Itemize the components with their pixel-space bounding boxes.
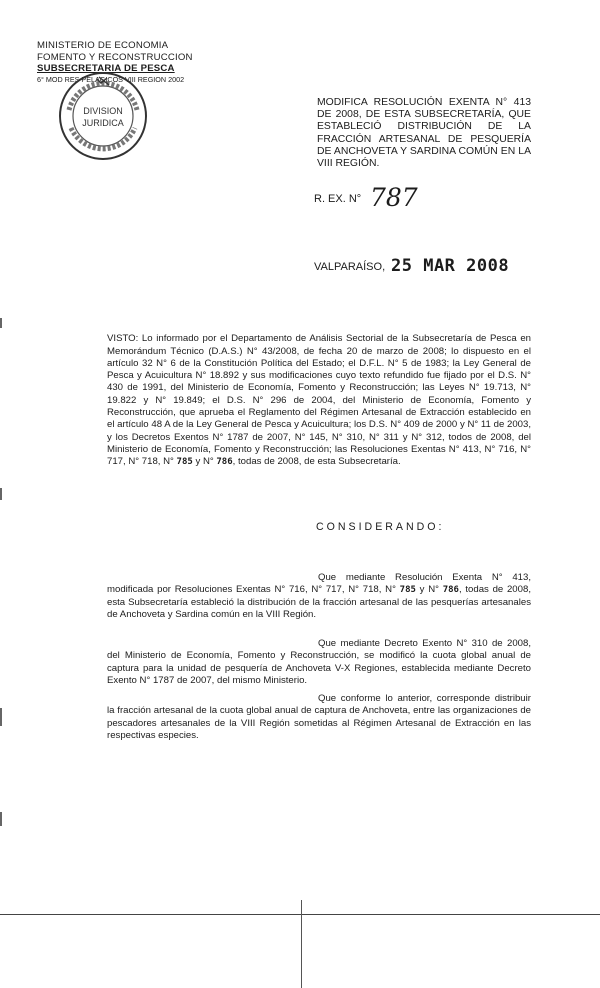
margin-mark — [0, 488, 2, 500]
visto-paragraph — [107, 321, 531, 469]
c2-text: 2008, del Ministerio de Economía, Fomento y Reconstrucción, se modificó la cuota global anual de captura para la unidad de pesquería de Anchoveta V-X Regiones, establecida mediante Decreto Exento N° 1787 de 2007, del mismo Ministerio. — [107, 638, 531, 686]
c1-handwritten-number-2: 786 — [442, 585, 459, 596]
c1-text-a: modificada por Resoluciones Exentas N° 716, N° 717, N° 718, N° — [107, 584, 396, 596]
considerando-1 — [107, 572, 531, 621]
page-fold-vertical — [301, 900, 302, 988]
c3-lead: Que conforme lo anterior, corresponde — [318, 693, 491, 704]
visto-tail: , todas de 2008, de esta Subsecretaría. — [232, 456, 401, 468]
visto-handwritten-number-2: 786 — [216, 457, 233, 468]
file-reference: 6° MOD RES PELAGICOS VIII REGION 2002 — [37, 74, 185, 84]
subsecretaria-line: SUBSECRETARIA DE PESCA — [37, 63, 175, 74]
considerando-heading: CONSIDERANDO: — [316, 521, 445, 533]
ministry-line: MINISTERIO DE ECONOMIA — [37, 40, 169, 51]
stamp-text-2: JURIDICA — [82, 118, 124, 128]
ministry-line-2: FOMENTO Y RECONSTRUCCION — [37, 51, 193, 63]
stamp-seal-icon — [57, 70, 149, 162]
c1-connector: y N° — [419, 584, 439, 596]
margin-mark — [0, 708, 2, 726]
considerando-2 — [107, 638, 531, 687]
c3-text: distribuir la fracción artesanal de la cuota global anual de captura de Anchoveta, entre las organizaciones de pescadores artesanales de la VIII Región sometidas al Régimen Artesanal de Extracción en las respectivas especies. — [107, 693, 531, 741]
visto-handwritten-number-1: 785 — [176, 457, 193, 468]
document-title: MODIFICA RESOLUCIÓN EXENTA N° 413 DE 2008, DE ESTA SUBSECRETARÍA, QUE ESTABLECIÓ DISTRIBUCIÓN DE LA FRACCIÓN ARTESANAL DE PESQUERÍA DE ANCHOVETA Y SARDINA COMÚN EN LA VIII REGIÓN. — [317, 97, 531, 170]
place-label: VALPARAÍSO, — [314, 261, 386, 273]
visto-lead: VISTO: — [107, 333, 139, 345]
considerando-3 — [107, 693, 531, 742]
visto-text: Lo informado por el Departamento de Análisis Sectorial de la Subsecretaría de Pesca en Memorándum Técnico (D.A.S.) N° 43/2008, de fecha 20 de marzo de 2008; lo dispuesto en el artículo 32 N° 6 de la Constitución Política del Estado; el D.F.L. N° 5 de 1983; la Ley General de Pesca y Acuicultura N° 18.892 y sus modificaciones cuyo texto refundido fue fijado por el D.S. N° 430 de 1991, del Ministerio de Economía, Fomento y Reconstrucción; las Leyes N° 19.713, N° 19.822 y N° 19.849; el D.S. N° 296 de 2004, del Ministerio de Economía, Fomento y Reconstrucción, que aprueba el Reglamento del Régimen Artesanal de Extracción establecido en el artículo 48 A de la Ley General de Pesca y Acuicultura; los D.S. N° 409 de 2000 y N° 11 de 2003, y los Decretos Exentos N° 1787 de 2007, N° 145, N° 310, N° 311 y N° 312, todos de 2008, del Ministerio de Economía, Fomento y Reconstrucción; las Resoluciones Exentas N° 413, N° 716, N° 717, N° 718, N° — [107, 333, 531, 468]
page-fold-line — [0, 914, 600, 915]
c2-lead: Que mediante Decreto Exento N° 310 de — [318, 638, 503, 649]
resolution-number: 787 — [370, 183, 418, 212]
c1-text-b: , todas de 2008, esta Subsecretaría estableció la distribución de la fracción artesanal de las pesquerías artesanales de Anchoveta y Sardina común en la VIII Región. — [107, 584, 531, 620]
margin-mark — [0, 318, 2, 328]
c1-lead: Que mediante Resolución Exenta N° 413, — [318, 572, 531, 583]
date-stamp: 25 MAR 2008 — [391, 256, 510, 276]
stamp-text-1: DIVISION — [83, 106, 123, 116]
division-stamp — [57, 70, 149, 162]
visto-connector: y N° — [195, 456, 214, 468]
margin-mark — [0, 812, 2, 826]
resolution-label: R. EX. N° — [314, 193, 362, 205]
c1-handwritten-number-1: 785 — [399, 585, 416, 596]
